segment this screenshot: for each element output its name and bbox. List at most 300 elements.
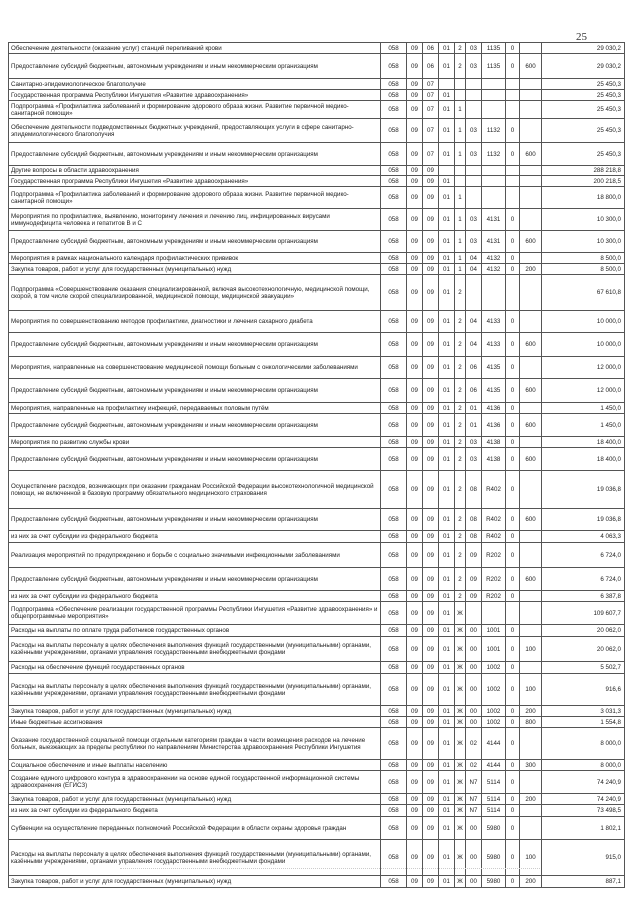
table-row bbox=[9, 403, 625, 414]
code-cell: 01 bbox=[439, 717, 455, 728]
amount-cell: 1 802,1 bbox=[542, 817, 625, 840]
table-row bbox=[9, 90, 625, 101]
page-footer-line bbox=[120, 868, 540, 870]
table-row bbox=[9, 357, 625, 379]
row-name: Расходы на выплаты персоналу в целях обеспечения выполнения функций государственными (муниципальными) органами, казёнными учреждениями, органами управления государственными внебюджетными фондами bbox=[9, 637, 381, 662]
code-cell: 09 bbox=[407, 840, 423, 876]
code-cell: 1 bbox=[455, 209, 466, 231]
code-cell: 4135 bbox=[482, 357, 506, 379]
code-cell: 1002 bbox=[482, 706, 506, 717]
row-name: Расходы на выплаты по оплате труда работников государственных органов bbox=[9, 625, 381, 637]
table-row bbox=[9, 805, 625, 817]
code-cell: 1 bbox=[455, 264, 466, 275]
code-cell: 09 bbox=[466, 543, 482, 568]
code-cell: 07 bbox=[423, 90, 439, 101]
code-cell: 09 bbox=[407, 101, 423, 119]
code-cell: 4131 bbox=[482, 231, 506, 253]
code-cell: 0 bbox=[506, 805, 520, 817]
code-cell: 09 bbox=[407, 187, 423, 209]
code-cell: 01 bbox=[439, 817, 455, 840]
amount-cell: 25 450,3 bbox=[542, 143, 625, 166]
code-cell: 4135 bbox=[482, 379, 506, 403]
amount-cell: 73 498,5 bbox=[542, 805, 625, 817]
code-cell: 058 bbox=[381, 357, 407, 379]
table-row bbox=[9, 706, 625, 717]
code-cell bbox=[455, 90, 466, 101]
code-cell: 058 bbox=[381, 662, 407, 674]
code-cell bbox=[520, 253, 542, 264]
code-cell: 09 bbox=[423, 311, 439, 333]
code-cell: 058 bbox=[381, 728, 407, 760]
table-row bbox=[9, 448, 625, 471]
code-cell: 01 bbox=[439, 706, 455, 717]
code-cell: 09 bbox=[423, 637, 439, 662]
row-name: Иные бюджетные ассигнования bbox=[9, 717, 381, 728]
code-cell bbox=[520, 771, 542, 794]
code-cell: 058 bbox=[381, 805, 407, 817]
code-cell: 0 bbox=[506, 333, 520, 357]
table-row bbox=[9, 333, 625, 357]
code-cell: 058 bbox=[381, 625, 407, 637]
code-cell: 09 bbox=[423, 602, 439, 625]
code-cell: 058 bbox=[381, 437, 407, 448]
code-cell: N7 bbox=[466, 794, 482, 805]
code-cell: 09 bbox=[423, 275, 439, 311]
code-cell: 058 bbox=[381, 379, 407, 403]
code-cell: 0 bbox=[506, 143, 520, 166]
code-cell: 01 bbox=[439, 54, 455, 79]
code-cell: 03 bbox=[466, 437, 482, 448]
code-cell: 600 bbox=[520, 379, 542, 403]
code-cell: 09 bbox=[407, 625, 423, 637]
code-cell: 058 bbox=[381, 231, 407, 253]
code-cell: 09 bbox=[423, 817, 439, 840]
row-name: Другие вопросы в области здравоохранения bbox=[9, 166, 381, 176]
code-cell: 09 bbox=[407, 637, 423, 662]
row-name: Мероприятия, направленные на профилактику инфекций, передаваемых половым путём bbox=[9, 403, 381, 414]
code-cell: 09 bbox=[407, 311, 423, 333]
code-cell: 09 bbox=[407, 448, 423, 471]
code-cell: 4133 bbox=[482, 311, 506, 333]
table-row bbox=[9, 119, 625, 143]
table-row bbox=[9, 437, 625, 448]
code-cell: 4136 bbox=[482, 403, 506, 414]
code-cell: 02 bbox=[466, 728, 482, 760]
code-cell: 5114 bbox=[482, 771, 506, 794]
code-cell: 058 bbox=[381, 143, 407, 166]
code-cell: 0 bbox=[506, 311, 520, 333]
code-cell: 09 bbox=[423, 771, 439, 794]
code-cell bbox=[506, 602, 520, 625]
code-cell bbox=[520, 728, 542, 760]
code-cell: 5980 bbox=[482, 840, 506, 876]
code-cell: 200 bbox=[520, 876, 542, 888]
code-cell: 058 bbox=[381, 448, 407, 471]
code-cell: 00 bbox=[466, 674, 482, 706]
code-cell: 0 bbox=[506, 119, 520, 143]
code-cell: 06 bbox=[466, 379, 482, 403]
code-cell bbox=[482, 602, 506, 625]
code-cell: 09 bbox=[407, 176, 423, 187]
row-name: Закупка товаров, работ и услуг для государственных (муниципальных) нужд bbox=[9, 706, 381, 717]
code-cell: 09 bbox=[407, 357, 423, 379]
code-cell: 0 bbox=[506, 771, 520, 794]
code-cell: 600 bbox=[520, 143, 542, 166]
code-cell: 09 bbox=[423, 717, 439, 728]
amount-cell: 1 554,8 bbox=[542, 717, 625, 728]
code-cell: 2 bbox=[455, 275, 466, 311]
code-cell bbox=[520, 805, 542, 817]
row-name: Социальное обеспечение и иные выплаты населению bbox=[9, 760, 381, 771]
code-cell: 09 bbox=[423, 662, 439, 674]
code-cell: Ж bbox=[455, 840, 466, 876]
code-cell: 01 bbox=[439, 209, 455, 231]
code-cell: 09 bbox=[423, 357, 439, 379]
amount-cell: 12 000,0 bbox=[542, 357, 625, 379]
code-cell: 01 bbox=[439, 231, 455, 253]
code-cell: R202 bbox=[482, 543, 506, 568]
code-cell: 058 bbox=[381, 637, 407, 662]
code-cell: 09 bbox=[423, 794, 439, 805]
code-cell: 600 bbox=[520, 414, 542, 437]
code-cell bbox=[506, 187, 520, 209]
amount-cell: 6 724,0 bbox=[542, 568, 625, 591]
table-row bbox=[9, 568, 625, 591]
code-cell: 0 bbox=[506, 717, 520, 728]
code-cell bbox=[520, 625, 542, 637]
code-cell: 5114 bbox=[482, 794, 506, 805]
code-cell: 09 bbox=[407, 471, 423, 509]
code-cell: 09 bbox=[423, 876, 439, 888]
code-cell: 100 bbox=[520, 637, 542, 662]
code-cell: 08 bbox=[466, 471, 482, 509]
amount-cell: 18 800,0 bbox=[542, 187, 625, 209]
code-cell: 01 bbox=[439, 531, 455, 543]
code-cell: 058 bbox=[381, 311, 407, 333]
amount-cell: 8 500,0 bbox=[542, 264, 625, 275]
amount-cell: 29 030,2 bbox=[542, 43, 625, 54]
table-row bbox=[9, 771, 625, 794]
code-cell: 04 bbox=[466, 311, 482, 333]
code-cell: 01 bbox=[439, 771, 455, 794]
row-name: Расходы на выплаты персоналу в целях обеспечения выполнения функций государственными (муниципальными) органами, казёнными учреждениями, органами управления государственными внебюджетными фондами bbox=[9, 674, 381, 706]
code-cell: 058 bbox=[381, 817, 407, 840]
code-cell: 1001 bbox=[482, 625, 506, 637]
code-cell: 0 bbox=[506, 794, 520, 805]
code-cell: 058 bbox=[381, 166, 407, 176]
code-cell: 02 bbox=[466, 760, 482, 771]
code-cell: Ж bbox=[455, 817, 466, 840]
table-row bbox=[9, 760, 625, 771]
code-cell: 01 bbox=[439, 357, 455, 379]
code-cell bbox=[520, 543, 542, 568]
code-cell: 058 bbox=[381, 264, 407, 275]
row-name: Предоставление субсидий бюджетным, автономным учреждениям и иным некоммерческим организациям bbox=[9, 568, 381, 591]
code-cell: R202 bbox=[482, 568, 506, 591]
code-cell: 058 bbox=[381, 840, 407, 876]
row-name: Предоставление субсидий бюджетным, автономным учреждениям и иным некоммерческим организациям bbox=[9, 414, 381, 437]
code-cell bbox=[520, 187, 542, 209]
code-cell bbox=[506, 79, 520, 90]
code-cell: 01 bbox=[466, 414, 482, 437]
code-cell: 0 bbox=[506, 662, 520, 674]
amount-cell: 10 000,0 bbox=[542, 311, 625, 333]
amount-cell: 20 062,0 bbox=[542, 625, 625, 637]
code-cell bbox=[506, 90, 520, 101]
amount-cell: 5 502,7 bbox=[542, 662, 625, 674]
code-cell: 2 bbox=[455, 333, 466, 357]
code-cell: Ж bbox=[455, 662, 466, 674]
table-row bbox=[9, 543, 625, 568]
code-cell: 058 bbox=[381, 333, 407, 357]
code-cell: 2 bbox=[455, 414, 466, 437]
amount-cell: 887,1 bbox=[542, 876, 625, 888]
table-row bbox=[9, 531, 625, 543]
code-cell: 2 bbox=[455, 531, 466, 543]
row-name: Обеспечение деятельности (оказание услуг) станций переливаний крови bbox=[9, 43, 381, 54]
code-cell: 07 bbox=[423, 79, 439, 90]
table-row bbox=[9, 471, 625, 509]
row-name: Предоставление субсидий бюджетным, автономным учреждениям и иным некоммерческим организациям bbox=[9, 448, 381, 471]
amount-cell: 10 000,0 bbox=[542, 333, 625, 357]
code-cell: 2 bbox=[455, 403, 466, 414]
code-cell: 09 bbox=[407, 876, 423, 888]
table-row bbox=[9, 794, 625, 805]
code-cell: Ж bbox=[455, 805, 466, 817]
amount-cell: 8 500,0 bbox=[542, 253, 625, 264]
code-cell: 058 bbox=[381, 602, 407, 625]
code-cell: 600 bbox=[520, 54, 542, 79]
code-cell: 058 bbox=[381, 253, 407, 264]
code-cell: 1135 bbox=[482, 54, 506, 79]
code-cell: 01 bbox=[439, 119, 455, 143]
amount-cell: 10 300,0 bbox=[542, 231, 625, 253]
code-cell: 09 bbox=[407, 662, 423, 674]
code-cell: 09 bbox=[423, 591, 439, 602]
code-cell: 08 bbox=[466, 531, 482, 543]
code-cell: 4131 bbox=[482, 209, 506, 231]
code-cell: 06 bbox=[423, 54, 439, 79]
row-name: Предоставление субсидий бюджетным, автономным учреждениям и иным некоммерческим организациям bbox=[9, 231, 381, 253]
table-row bbox=[9, 166, 625, 176]
code-cell: 09 bbox=[423, 448, 439, 471]
code-cell: 058 bbox=[381, 403, 407, 414]
row-name: Субвенции на осуществление переданных полномочий Российской Федерации в области охраны здоровья граждан bbox=[9, 817, 381, 840]
code-cell: 0 bbox=[506, 414, 520, 437]
code-cell: 800 bbox=[520, 717, 542, 728]
code-cell: 09 bbox=[407, 717, 423, 728]
row-name: Предоставление субсидий бюджетным, автономным учреждениям и иным некоммерческим организациям bbox=[9, 509, 381, 531]
code-cell: 09 bbox=[407, 805, 423, 817]
code-cell: 09 bbox=[423, 231, 439, 253]
amount-cell: 1 450,0 bbox=[542, 414, 625, 437]
code-cell: 01 bbox=[439, 101, 455, 119]
code-cell: 600 bbox=[520, 448, 542, 471]
row-name: Мероприятия по развитию службы крови bbox=[9, 437, 381, 448]
code-cell bbox=[455, 166, 466, 176]
code-cell: 09 bbox=[407, 403, 423, 414]
code-cell: 4133 bbox=[482, 333, 506, 357]
code-cell: 0 bbox=[506, 591, 520, 602]
code-cell: 0 bbox=[506, 357, 520, 379]
code-cell: 01 bbox=[439, 275, 455, 311]
amount-cell: 19 036,8 bbox=[542, 509, 625, 531]
code-cell: 058 bbox=[381, 717, 407, 728]
code-cell bbox=[482, 187, 506, 209]
table-row bbox=[9, 509, 625, 531]
code-cell: 00 bbox=[466, 817, 482, 840]
code-cell bbox=[466, 166, 482, 176]
code-cell: 4138 bbox=[482, 448, 506, 471]
code-cell bbox=[482, 90, 506, 101]
code-cell: 058 bbox=[381, 876, 407, 888]
code-cell: 0 bbox=[506, 625, 520, 637]
code-cell: 00 bbox=[466, 717, 482, 728]
code-cell: 1 bbox=[455, 187, 466, 209]
code-cell bbox=[520, 357, 542, 379]
code-cell bbox=[520, 403, 542, 414]
code-cell: 01 bbox=[439, 840, 455, 876]
code-cell: 09 bbox=[407, 43, 423, 54]
code-cell: 2 bbox=[455, 43, 466, 54]
code-cell: 09 bbox=[407, 794, 423, 805]
code-cell: 01 bbox=[439, 760, 455, 771]
table-row bbox=[9, 187, 625, 209]
code-cell: 058 bbox=[381, 509, 407, 531]
row-name: Предоставление субсидий бюджетным, автономным учреждениям и иным некоммерческим организациям bbox=[9, 54, 381, 79]
row-name: Мероприятия по профилактике, выявлению, мониторингу лечения и лечению лиц, инфицированных вирусами иммунодефицита человека и гепатитов В и С bbox=[9, 209, 381, 231]
row-name: Санитарно-эпидемиологическое благополучие bbox=[9, 79, 381, 90]
code-cell: 0 bbox=[506, 437, 520, 448]
code-cell: 2 bbox=[455, 509, 466, 531]
code-cell: 09 bbox=[423, 471, 439, 509]
code-cell: 2 bbox=[455, 543, 466, 568]
code-cell: 058 bbox=[381, 543, 407, 568]
code-cell: Ж bbox=[455, 794, 466, 805]
table-row bbox=[9, 637, 625, 662]
table-row bbox=[9, 625, 625, 637]
code-cell: 1 bbox=[455, 119, 466, 143]
code-cell: 09 bbox=[423, 805, 439, 817]
row-name: Реализация мероприятий по предупреждению и борьбе с социально значимыми инфекционными заболеваниями bbox=[9, 543, 381, 568]
row-name: Расходы на обеспечение функций государственных органов bbox=[9, 662, 381, 674]
row-name: Мероприятия в рамках национального календаря профилактических прививок bbox=[9, 253, 381, 264]
table-row bbox=[9, 231, 625, 253]
code-cell: 4138 bbox=[482, 437, 506, 448]
code-cell: 01 bbox=[439, 471, 455, 509]
code-cell: 058 bbox=[381, 54, 407, 79]
code-cell: 09 bbox=[407, 143, 423, 166]
code-cell: 08 bbox=[466, 509, 482, 531]
row-name: Обеспечение деятельности подведомственных бюджетных учреждений, предоставляющих услуги в сфере санитарно-эпидемиологического благополучия bbox=[9, 119, 381, 143]
table-row bbox=[9, 414, 625, 437]
code-cell bbox=[506, 176, 520, 187]
code-cell: 058 bbox=[381, 119, 407, 143]
code-cell: 0 bbox=[506, 568, 520, 591]
code-cell: 07 bbox=[423, 143, 439, 166]
row-name: Предоставление субсидий бюджетным, автономным учреждениям и иным некоммерческим организациям bbox=[9, 143, 381, 166]
code-cell bbox=[466, 275, 482, 311]
code-cell: 09 bbox=[407, 275, 423, 311]
code-cell: 04 bbox=[466, 253, 482, 264]
code-cell: 1001 bbox=[482, 637, 506, 662]
code-cell bbox=[439, 166, 455, 176]
code-cell: 0 bbox=[506, 509, 520, 531]
code-cell: 09 bbox=[407, 231, 423, 253]
code-cell: 01 bbox=[439, 403, 455, 414]
row-name: Подпрограмма «Обеспечение реализации государственной программы Республики Ингушетия «Развитие здравоохранения» и общепрограммные мероприятия» bbox=[9, 602, 381, 625]
code-cell bbox=[466, 176, 482, 187]
code-cell: Ж bbox=[455, 728, 466, 760]
code-cell: N7 bbox=[466, 805, 482, 817]
code-cell: 058 bbox=[381, 90, 407, 101]
code-cell bbox=[466, 602, 482, 625]
code-cell: 2 bbox=[455, 448, 466, 471]
code-cell: 09 bbox=[407, 414, 423, 437]
code-cell: 01 bbox=[439, 625, 455, 637]
code-cell: 09 bbox=[423, 187, 439, 209]
code-cell bbox=[455, 176, 466, 187]
code-cell: 03 bbox=[466, 143, 482, 166]
code-cell bbox=[520, 817, 542, 840]
code-cell: 2 bbox=[455, 379, 466, 403]
code-cell: 00 bbox=[466, 840, 482, 876]
code-cell: 0 bbox=[506, 43, 520, 54]
code-cell: 09 bbox=[423, 568, 439, 591]
code-cell: 01 bbox=[439, 143, 455, 166]
code-cell: 01 bbox=[466, 403, 482, 414]
code-cell: 09 bbox=[423, 403, 439, 414]
code-cell: 09 bbox=[407, 79, 423, 90]
table-row bbox=[9, 176, 625, 187]
amount-cell: 25 450,3 bbox=[542, 79, 625, 90]
code-cell bbox=[506, 101, 520, 119]
code-cell: Ж bbox=[455, 876, 466, 888]
table-row bbox=[9, 101, 625, 119]
code-cell: 01 bbox=[439, 591, 455, 602]
code-cell: 09 bbox=[423, 509, 439, 531]
code-cell: 06 bbox=[423, 43, 439, 54]
table-row bbox=[9, 379, 625, 403]
code-cell: 058 bbox=[381, 176, 407, 187]
row-name: Оказание государственной социальной помощи отдельным категориям граждан в части возмещения расходов на лечение больных, выезжающих за пределы республики по направлениям Министерства здравоохранения Республики Ингушетия bbox=[9, 728, 381, 760]
code-cell: 01 bbox=[439, 568, 455, 591]
amount-cell: 6 387,8 bbox=[542, 591, 625, 602]
code-cell: 0 bbox=[506, 543, 520, 568]
code-cell: 09 bbox=[407, 333, 423, 357]
code-cell: 058 bbox=[381, 760, 407, 771]
code-cell: 09 bbox=[466, 568, 482, 591]
code-cell bbox=[455, 79, 466, 90]
code-cell: 01 bbox=[439, 90, 455, 101]
code-cell: 1 bbox=[455, 101, 466, 119]
code-cell: R202 bbox=[482, 591, 506, 602]
row-name: Предоставление субсидий бюджетным, автономным учреждениям и иным некоммерческим организациям bbox=[9, 333, 381, 357]
code-cell: 0 bbox=[506, 379, 520, 403]
code-cell: 0 bbox=[506, 674, 520, 706]
code-cell bbox=[520, 591, 542, 602]
amount-cell: 6 724,0 bbox=[542, 543, 625, 568]
code-cell bbox=[466, 101, 482, 119]
code-cell: N7 bbox=[466, 771, 482, 794]
code-cell: Ж bbox=[455, 602, 466, 625]
code-cell: 09 bbox=[407, 728, 423, 760]
table-row bbox=[9, 143, 625, 166]
code-cell: 09 bbox=[423, 437, 439, 448]
code-cell: 5980 bbox=[482, 876, 506, 888]
code-cell: 4144 bbox=[482, 728, 506, 760]
code-cell bbox=[482, 101, 506, 119]
